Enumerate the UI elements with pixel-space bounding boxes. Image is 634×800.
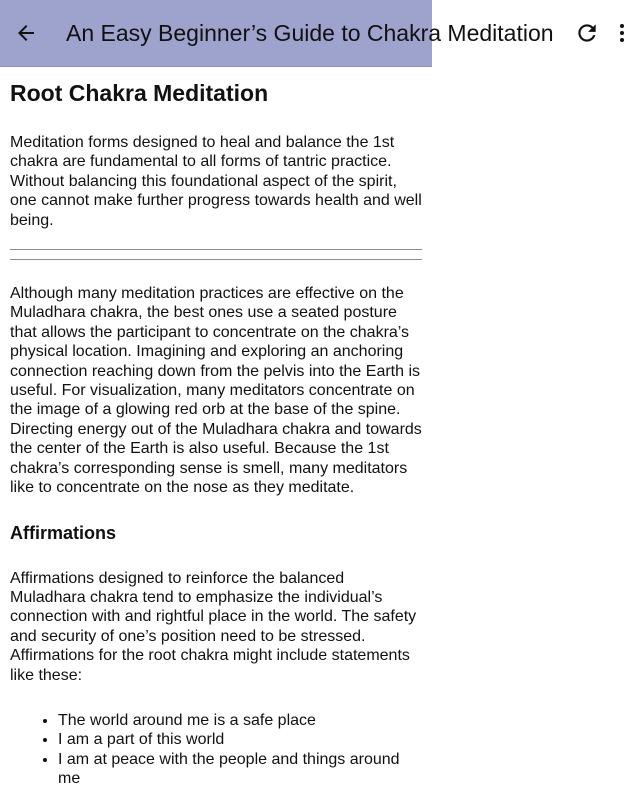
affirmations-list: [10, 711, 422, 789]
app-bar: [0, 0, 554, 67]
refresh-button[interactable]: [574, 13, 600, 53]
overflow-menu-button[interactable]: [610, 13, 634, 53]
intro-paragraph: Meditation forms designed to heal and balance the 1st chakra are fundamental to all forms of tantric practice. Without balancing this foundational aspect of the spirit, one cannot make further progress towards health and well being.: [10, 134, 422, 229]
more-vert-icon: [610, 21, 634, 45]
list-item: • I am a part of this world: [58, 730, 422, 749]
refresh-icon: [574, 20, 600, 46]
list-item: • I am at peace with the people and things around me: [58, 750, 422, 789]
article-heading: Root Chakra Meditation: [10, 80, 269, 106]
list-item: • The world around me is a safe place: [58, 711, 422, 730]
affirmations-intro-paragraph: Affirmations designed to reinforce the balanced Muladhara chakra tend to emphasize the individual’s connection with and rightful place in the world. The safety and security of one’s position need to be stressed. Affirmations for the root chakra might include statements like these:: [10, 569, 417, 684]
article-content: [0, 80, 432, 789]
arrow-back-icon: [14, 21, 38, 45]
back-button[interactable]: [14, 13, 38, 53]
body-paragraph: Although many meditation practices are effective on the Muladhara chakra, the best ones use a seated posture that allows the participant to concentrate on the chakra’s physical location. Imagining and exploring an anchoring connection reaching down from the pelvis into the Earth is useful. For visualization, many meditators concentrate on the image of a glowing red orb at the base of the spine. Directing energy out of the Muladhara chakra and towards the center of the Earth is also useful. Because the 1st chakra’s corresponding sense is smell, many meditators like to concentrate on the nose as they meditate.: [10, 285, 422, 497]
divider: [10, 249, 422, 260]
section-heading: Affirmations: [10, 522, 117, 543]
page-title: An Easy Beginner’s Guide to Chakra Meditation: [66, 19, 554, 46]
